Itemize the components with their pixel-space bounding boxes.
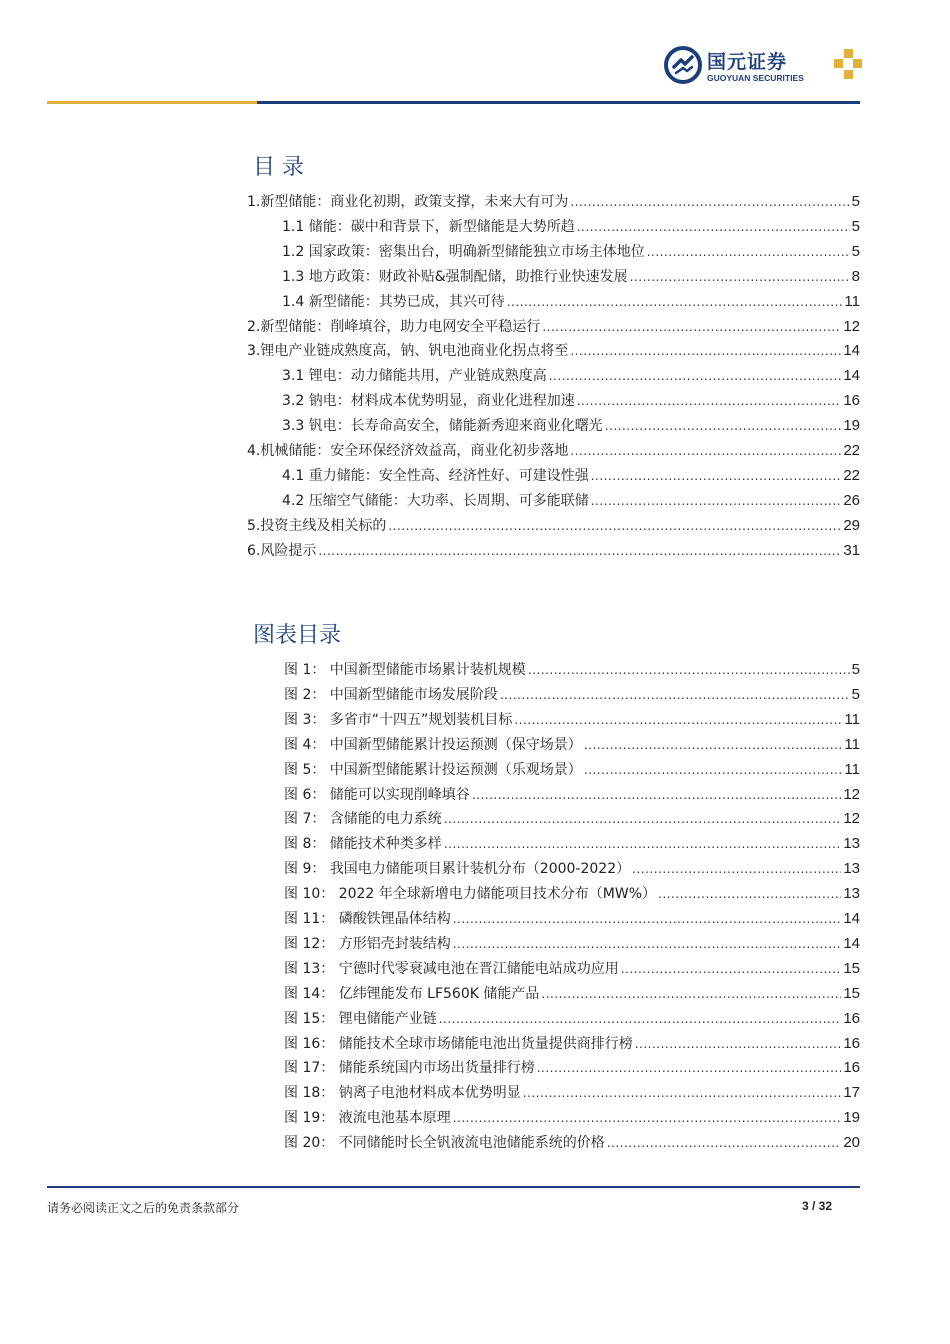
figure-entry-title: 图 19： 液流电池基本原理 [284,1110,451,1127]
figure-entry-title: 图 17： 储能系统国内市场出货量排行榜 [284,1060,535,1077]
figure-entry[interactable] [284,1033,860,1055]
toc-entry[interactable] [282,365,860,387]
figure-entry[interactable] [284,784,860,806]
footer-rule [47,1186,860,1188]
figure-entry-page: 5 [851,685,860,703]
toc-entry-title: 2.新型储能：削峰填谷，助力电网安全平稳运行 [247,318,541,335]
figure-entry-title: 图 10： 2022 年全球新增电力储能项目技术分布（MW%） [284,886,657,903]
toc-entry-page: 14 [843,342,860,360]
figure-entry-page: 20 [843,1134,860,1152]
toc-entry-page: 5 [851,193,860,210]
toc-entry[interactable] [282,291,860,313]
toc-entry[interactable] [282,241,860,263]
figure-entry-title: 图 18： 钠离子电池材料成本优势明显 [284,1085,521,1102]
figure-entry[interactable] [284,1132,860,1154]
figure-entry-page: 11 [844,735,860,753]
toc-entry-page: 12 [843,317,860,335]
toc-entry-title: 4.1 重力储能：安全性高、经济性好、可建设性强 [282,467,589,484]
figure-entry-title: 图 15： 锂电储能产业链 [284,1010,437,1027]
page-number: 3 / 32 [801,1199,832,1213]
figure-entry-page: 13 [843,885,860,903]
dot-leader [630,270,850,284]
figure-entry-page: 16 [843,1034,860,1052]
dot-leader [584,738,843,752]
figure-entry[interactable] [284,734,860,756]
footer-disclaimer: 请务必阅读正文之后的免责条款部分 [47,1201,240,1215]
toc-entry-title: 1.新型储能：商业化初期，政策支撑，未来大有可为 [247,194,569,210]
toc-entry[interactable] [247,440,860,462]
toc-entry[interactable] [282,465,860,487]
toc-entry[interactable] [282,216,860,238]
toc-entry-page: 22 [843,466,860,484]
gold-squares-icon [834,49,862,81]
toc-entry-title: 3.2 钠电：材料成本优势明显，商业化进程加速 [282,393,575,410]
dot-leader [514,713,842,727]
figure-entry[interactable] [284,833,860,855]
figure-entry-title: 图 3： 多省市“十四五”规划装机目标 [284,711,513,728]
toc-entry[interactable] [282,415,860,437]
toc-entry[interactable] [247,340,860,362]
toc-entry-title: 4.机械储能：安全环保经济效益高，商业化初步落地 [247,443,569,459]
figure-entry[interactable] [284,808,860,830]
toc-entry-title: 3.1 锂电：动力储能共用，产业链成熟度高 [282,368,547,385]
figure-entry-title: 图 13： 宁德时代零衰减电池在晋江储能电站成功应用 [284,960,619,977]
figure-entry-page: 5 [851,661,860,678]
figure-entry-title: 图 8： 储能技术种类多样 [284,836,442,853]
toc-entry[interactable] [247,540,860,562]
dot-leader [605,419,842,433]
dot-leader [318,544,841,558]
figure-entry-title: 图 5： 中国新型储能累计投运预测（乐观场景） [284,761,582,778]
figure-entry[interactable] [284,933,860,955]
guoyuan-logo-mark-icon [664,46,702,84]
figure-entry-title: 图 9： 我国电力储能项目累计装机分布（2000-2022） [284,861,631,878]
dot-leader [453,1111,842,1125]
figure-entry[interactable] [284,908,860,930]
toc-entry-title: 1.2 国家政策：密集出台，明确新型储能独立市场主体地位 [282,243,645,260]
dot-leader [584,763,843,777]
dot-leader [453,937,842,951]
toc-entry-title: 5.投资主线及相关标的 [247,517,387,534]
dot-leader [453,912,842,926]
dot-leader [591,469,842,483]
dot-leader [444,812,842,826]
figure-entry-title: 图 12： 方形铝壳封装结构 [284,935,451,952]
dot-leader [472,788,842,802]
dot-leader [500,688,850,702]
dot-leader [607,1136,842,1150]
dot-leader [388,519,841,533]
figure-entry-page: 17 [843,1084,860,1102]
figure-entry[interactable] [284,883,860,905]
figure-entry-title: 图 11： 磷酸铁锂晶体结构 [284,911,451,927]
header-rule-gold [47,101,257,104]
toc-entry-page: 26 [843,491,860,509]
figure-entry-page: 15 [843,984,860,1002]
toc-entry-title: 3.锂电产业链成熟度高，钠、钒电池商业化拐点将至 [247,343,569,360]
dot-leader [632,862,841,876]
dot-leader [635,1037,842,1051]
figure-entry-page: 13 [843,860,860,878]
figure-entry-title: 图 2： 中国新型储能市场发展阶段 [284,686,498,703]
dot-leader [542,320,841,334]
toc-entry-page: 8 [851,267,860,285]
header-rule-blue [257,101,860,104]
figure-entry-page: 11 [844,760,860,778]
figure-entry-page: 14 [843,934,860,952]
dot-leader [591,494,842,508]
figure-entry-page: 14 [843,910,860,927]
toc-entry-page: 29 [843,516,860,534]
figure-entry-title: 图 14： 亿纬锂能发布 LF560K 储能产品 [284,985,540,1002]
dot-leader [647,245,850,259]
figures-title: 图表目录 [253,623,342,648]
figure-entry[interactable] [284,709,860,731]
dot-leader [570,195,849,209]
figure-entry-page: 15 [843,959,860,977]
toc-entry-title: 4.2 压缩空气储能：大功率、长周期、可多能联储 [282,492,589,509]
figure-entry[interactable] [284,983,860,1005]
figure-entry-title: 图 1： 中国新型储能市场累计装机规模 [284,662,526,678]
dot-leader [570,444,841,458]
figure-entry-page: 19 [843,1109,860,1127]
toc-entry-page: 11 [844,292,860,310]
toc-entry-title: 3.3 钒电：长寿命高安全，储能新秀迎来商业化曙光 [282,418,603,435]
page-header [0,0,950,110]
guoyuan-logo [664,46,864,88]
toc-entry-page: 22 [843,442,860,459]
figure-entry[interactable] [284,1107,860,1129]
toc-entry-title: 1.3 地方政策：财政补贴&强制配储，助推行业快速发展 [282,268,628,285]
figure-entry-page: 16 [843,1009,860,1027]
dot-leader [541,987,841,1001]
figure-entry[interactable] [284,1082,860,1104]
figure-entry[interactable] [284,1057,860,1079]
dot-leader [507,295,843,309]
toc-entry[interactable] [247,191,860,213]
figure-entry-page: 12 [843,810,860,828]
toc-title: 目 录 [253,155,304,180]
toc-entry-page: 5 [851,217,860,235]
figure-entry-page: 16 [843,1059,860,1077]
logo-english-name: GUOYUAN SECURITIES [707,73,804,83]
dot-leader [658,887,841,901]
toc-entry-page: 19 [843,417,860,435]
dot-leader [439,1012,842,1026]
dot-leader [523,1086,842,1100]
toc-entry[interactable] [282,390,860,412]
logo-chinese-name: 国元证券 [707,51,788,73]
toc-entry-page: 5 [851,242,860,260]
toc-entry-page: 31 [843,541,860,559]
dot-leader [528,663,850,677]
toc-entry-page: 16 [843,392,860,410]
figure-entry[interactable] [284,684,860,706]
dot-leader [549,369,842,383]
figure-entry-title: 图 6： 储能可以实现削峰填谷 [284,786,470,803]
dot-leader [537,1061,842,1075]
figure-entry[interactable] [284,958,860,980]
toc-entry-page: 14 [843,367,860,385]
figure-entry[interactable] [284,858,860,880]
figure-entry-page: 11 [844,710,860,728]
figure-entry-title: 图 16： 储能技术全球市场储能电池出货量提供商排行榜 [284,1035,633,1052]
toc-entry[interactable] [247,515,860,537]
toc-entry-title: 6.风险提示 [247,542,317,559]
toc-entry[interactable] [247,316,860,338]
figure-entry[interactable] [284,1008,860,1030]
toc-entry-title: 1.1 储能：碳中和背景下，新型储能是大势所趋 [282,218,575,235]
dot-leader [444,837,842,851]
figure-entry-title: 图 7： 含储能的电力系统 [284,811,442,828]
figure-entry[interactable] [284,659,860,681]
dot-leader [577,220,850,234]
figure-entry-title: 图 20： 不同储能时长全钒液流电池储能系统的价格 [284,1135,605,1152]
toc-entry[interactable] [282,490,860,512]
figure-entry-title: 图 4： 中国新型储能累计投运预测（保守场景） [284,736,582,753]
figure-entry-page: 13 [843,835,860,853]
dot-leader [577,394,842,408]
figure-entry[interactable] [284,759,860,781]
dot-leader [621,962,842,976]
figure-entry-page: 12 [843,785,860,803]
dot-leader [570,344,841,358]
toc-entry-title: 1.4 新型储能：其势已成，其兴可待 [282,293,505,310]
toc-entry[interactable] [282,266,860,288]
